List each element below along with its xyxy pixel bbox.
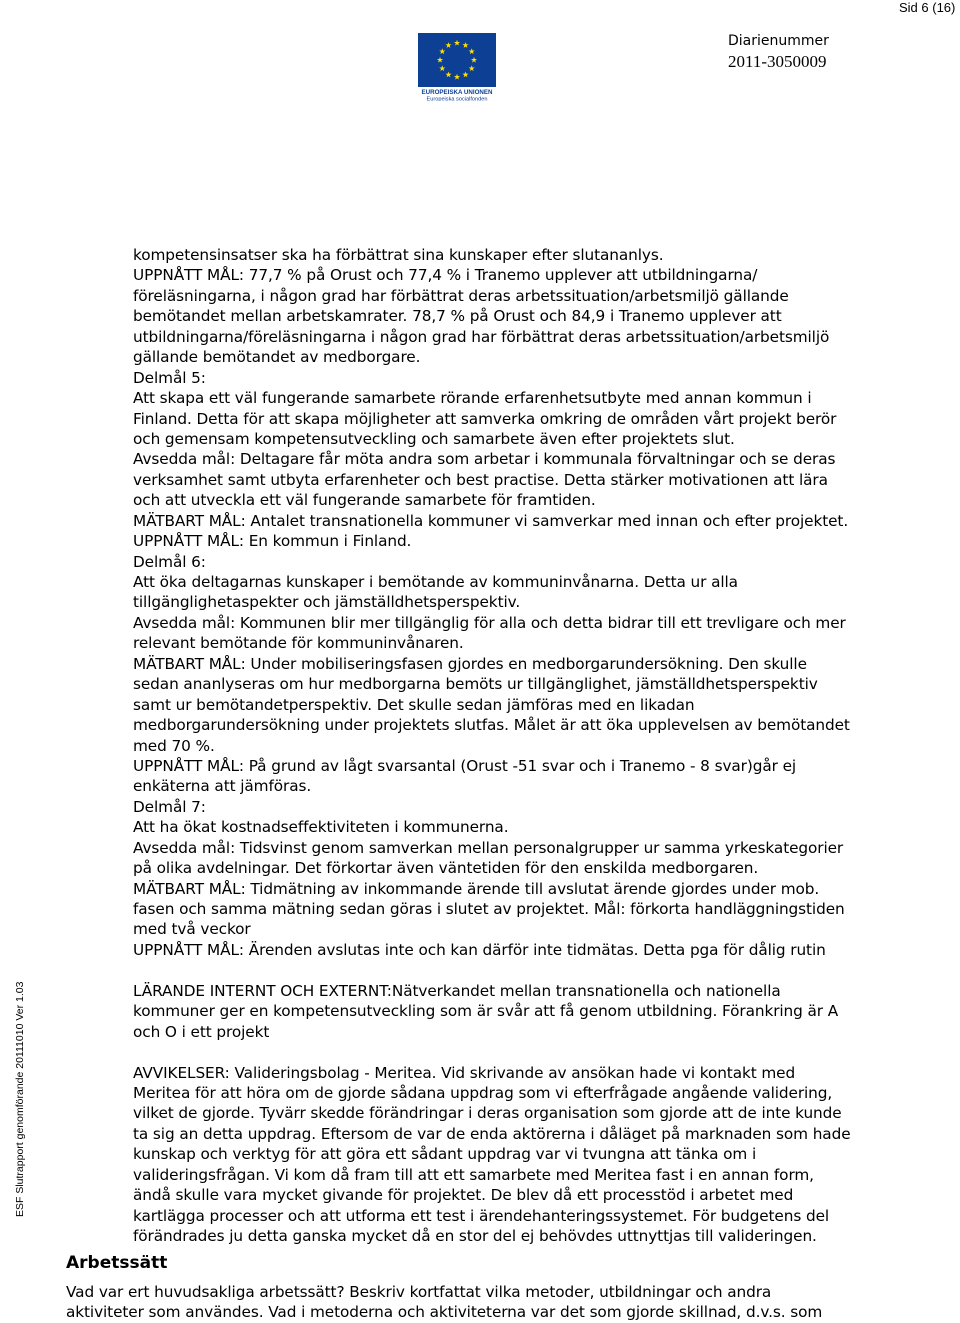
body-line: utbildningarna/föreläsningarna i någon grad har förbättrat deras arbetssituation/arbetsmiljö bbox=[133, 327, 830, 346]
body-line: UPPNÅTT MÅL: På grund av lågt svarsantal (Orust -51 svar och i Tranemo - 8 svar)går ej bbox=[133, 756, 797, 775]
body-line: tillgänglighetaspekter och jämställdhetsperspektiv. bbox=[133, 593, 521, 612]
body-line: Avsedda mål: Kommunen blir mer tillgänglig för alla och detta bidrar till ett trevligare och mer bbox=[133, 613, 846, 632]
body-line: förändrades ju detta ganska mycket då en stor del ej behövdes uttnyttjas till valideringen. bbox=[133, 1227, 817, 1245]
body-line: UPPNÅTT MÅL: Ärenden avslutas inte och kan därför inte tidmätas. Detta pga för dålig rutin bbox=[133, 940, 826, 959]
body-line: Delmål 5: bbox=[133, 368, 206, 387]
body-line: relevant bemötande för kommuninvånaren. bbox=[133, 634, 464, 653]
body-line: Delmål 7: bbox=[133, 797, 206, 816]
logo-line-1: EUROPEISKA UNIONEN bbox=[421, 89, 493, 96]
body-line: medborgarundersökning under projektets slutfas. Målet är att öka upplevelsen av bemötandet bbox=[133, 716, 850, 735]
body-line: Finland. Detta för att skapa möjligheter att samverka omkring de områden vårt projekt berör bbox=[133, 409, 837, 428]
body-line: kommuner ger en kompetensutveckling som är svår att få genom utbildning. Förankring är A bbox=[133, 1002, 839, 1021]
body-line: med 70 %. bbox=[133, 736, 215, 755]
body-line: Att öka deltagarnas kunskaper i bemötande av kommuninvånarna. Detta ur alla bbox=[133, 573, 738, 591]
body-line: sedan ananlyseras om hur medborgarna bemöts ur tillgänglighet, jämställdhetsperspektiv bbox=[133, 675, 818, 694]
body-line: enkäterna att jämföras. bbox=[133, 777, 312, 796]
section-heading-arbetssatt: Arbetssätt bbox=[66, 1253, 168, 1273]
logo-line-2: Europeiska socialfonden bbox=[426, 96, 488, 101]
body-line: kartlägga processer och att utforma ett test i ärendehanteringssystemet. För budgetens del bbox=[133, 1206, 830, 1225]
side-footer: ESF Slutrapport genomförande 20111010 Ver 1.03 bbox=[14, 981, 26, 1217]
body-line: med två veckor bbox=[133, 920, 251, 939]
body-line: ta sig an detta uppdrag. Eftersom de var de enda aktörerna i dåläget på marknaden som hade bbox=[133, 1124, 851, 1143]
body-line: kompetensinsatser ska ha förbättrat sina kunskaper efter slutananlys. bbox=[133, 246, 664, 264]
section-intro-line: aktiviteter som användes. Vad i metoderna och aktiviteterna var det som gjorde skillnad, d.v.s. som bbox=[66, 1303, 823, 1322]
body-line: och O i ett projekt bbox=[133, 1022, 270, 1041]
body-line: Avsedda mål: Deltagare får möta andra som arbetar i kommunala förvaltningar och se deras bbox=[133, 450, 836, 469]
body-line: Att skapa ett väl fungerande samarbete rörande erfarenhetsutbyte med annan kommun i bbox=[133, 389, 812, 408]
body-line: Meritea för att höra om de gjorde sådana uppdrag som vi efterfrågade angående validering, bbox=[133, 1083, 833, 1102]
body-line: gällande bemötandet av medborgare. bbox=[133, 348, 421, 367]
diarie-number: 2011-3050009 bbox=[728, 52, 827, 71]
body-line: fasen och samma mätning sedan göras i slutet av projektet. Mål: förkorta handläggningstiden bbox=[133, 900, 845, 918]
body-line: bemötandet mellan arbetskamrater. 78,7 % på Orust och 84,9 i Tranemo upplever att bbox=[133, 307, 782, 326]
body-line: samt ur bemötandetperspektiv. Det skulle sedan jämföras med en likadan bbox=[133, 695, 695, 714]
body-line: Avsedda mål: Tidsvinst genom samverkan mellan personalgrupper ur samma yrkeskategorier bbox=[133, 838, 844, 857]
body-line: MÄTBART MÅL: Antalet transnationella kommuner vi samverkar med innan och efter projektet. bbox=[133, 511, 849, 530]
body-line: valideringsfrågan. Vi kom då fram till att ett samarbete med Meritea fast i en annan form, bbox=[133, 1165, 814, 1184]
body-line: Delmål 6: bbox=[133, 552, 206, 571]
body-line: vilket de gjorde. Tyvärr skedde förändringar i deras organisation som gjorde att de inte kunde bbox=[133, 1104, 842, 1123]
body-line: MÄTBART MÅL: Tidmätning av inkommande ärende till avslutat ärende gjordes under mob. bbox=[133, 879, 820, 898]
report-body bbox=[133, 245, 953, 1246]
body-line: MÄTBART MÅL: Under mobiliseringsfasen gjordes en medborgarundersökning. Den skulle bbox=[133, 654, 807, 673]
body-line: föreläsningarna, i någon grad har förbättrat deras arbetssituation/arbetsmiljö gällande bbox=[133, 286, 789, 305]
body-line: UPPNÅTT MÅL: 77,7 % på Orust och 77,4 % i Tranemo upplever att utbildningarna/ bbox=[133, 266, 758, 285]
body-line: och gemensam kompetensutveckling och samarbete även efter projektets slut. bbox=[133, 429, 735, 448]
body-line: på olika avdelningar. Det förkortar även väntetiden för den enskilda medborgaren. bbox=[133, 859, 759, 878]
diarie-label: Diarienummer bbox=[728, 33, 829, 49]
eu-logo bbox=[418, 33, 496, 101]
blank-line bbox=[133, 960, 953, 980]
body-line: och att utveckla ett väl fungerande samarbete för framtiden. bbox=[133, 491, 596, 510]
diarie-block bbox=[728, 32, 829, 72]
body-line: AVVIKELSER: Valideringsbolag - Meritea. Vid skrivande av ansökan hade vi kontakt med bbox=[133, 1063, 796, 1082]
section-intro-line: Vad var ert huvudsakliga arbetssätt? Beskriv kortfattat vilka metoder, utbildningar och andra bbox=[66, 1283, 772, 1301]
body-line: kunskap och verktyg för att göra ett sådant uppdrag var vi tvungna att tänka om i bbox=[133, 1145, 757, 1164]
body-line: verksamhet samt utbyta erfarenheter och best practise. Detta stärker motivationen att lära bbox=[133, 470, 828, 489]
section-intro bbox=[66, 1282, 946, 1323]
body-line: ändå skulle vara mycket givande för projektet. De blev då ett processtöd i arbetet med bbox=[133, 1186, 794, 1205]
blank-line bbox=[133, 1042, 953, 1062]
body-line: LÄRANDE INTERNT OCH EXTERNT:Nätverkandet mellan transnationella och nationella bbox=[133, 981, 781, 1000]
page-number: Sid 6 (16) bbox=[899, 0, 956, 15]
body-line: Att ha ökat kostnadseffektiviteten i kommunerna. bbox=[133, 818, 509, 837]
body-line: UPPNÅTT MÅL: En kommun i Finland. bbox=[133, 532, 412, 551]
